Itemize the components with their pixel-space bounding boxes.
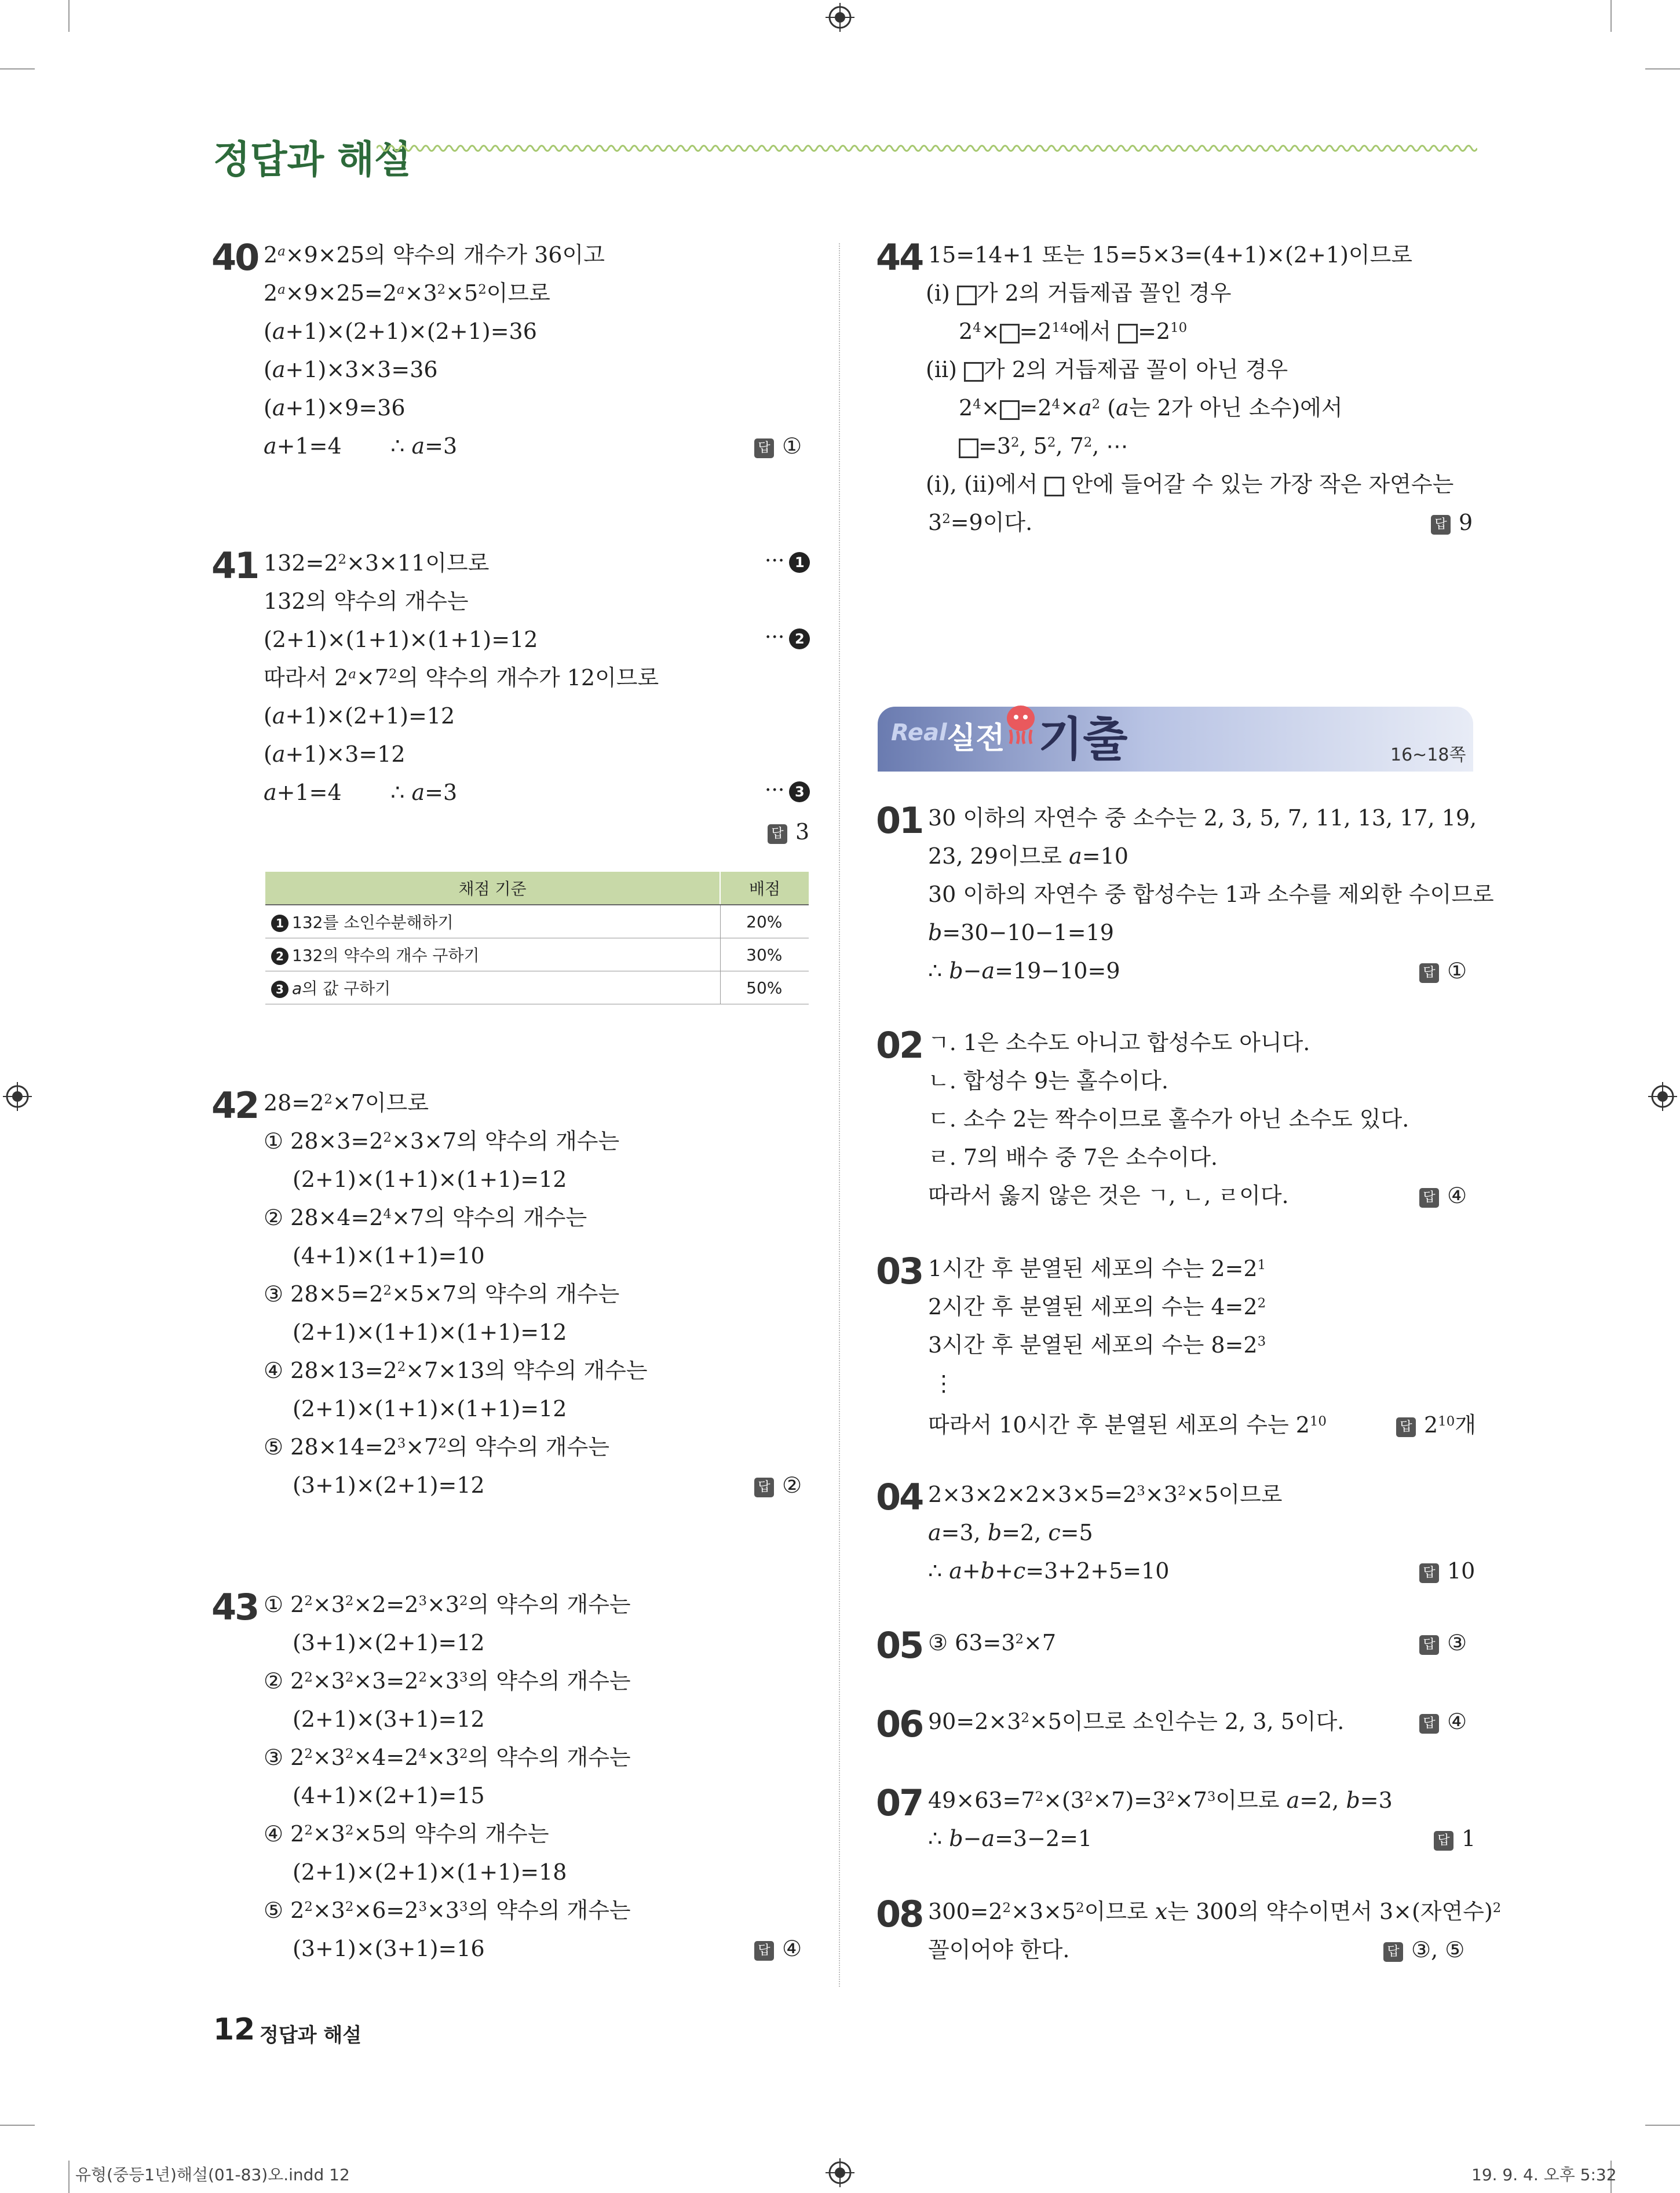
answer: 답 ①	[754, 432, 802, 460]
question-number: 01	[876, 799, 923, 842]
solution-line: (2+1)×(1+1)×(1+1)=12	[293, 1167, 567, 1192]
solution-line: ∴ a+b+c=3+2+5=10	[928, 1558, 1170, 1584]
question-number: 43	[211, 1586, 258, 1628]
question-number: 04	[876, 1476, 923, 1518]
question-number: 44	[876, 236, 923, 279]
solution-line: ② $28\times 4=2^4\times 7$의 약수의 개수는	[264, 1205, 587, 1230]
solution-line: $=3^2$, $5^2$, $7^2$, ⋯	[959, 432, 1128, 460]
table-row: 1 132를 소인수분해하기 20%	[265, 905, 809, 938]
solution-line: (2+1)×(3+1)=12	[293, 1706, 485, 1732]
solution-line: (a+1)×3×3=36	[264, 357, 438, 382]
question-number: 42	[211, 1084, 258, 1127]
solution-line: ② $2^2\times 3^2\times 3=2^2\times 3^3$의 약수의 개수는	[264, 1668, 631, 1694]
solution-line: 15=14+1 또는 15=5×3=(4+1)×(2+1)이므로	[928, 242, 1413, 268]
solution-line: (2+1)×(1+1)×(1+1)=12	[264, 627, 538, 652]
solution-line: 1시간 후 분열된 세포의 수는 $2=2^1$	[928, 1256, 1266, 1281]
answer: 답 ③	[1419, 1629, 1467, 1657]
registration-mark-icon	[3, 1082, 32, 1111]
column-divider	[839, 243, 840, 1987]
solution-line: $2^a\times 9\times 25$의 약수의 개수가 36이고	[264, 242, 605, 268]
file-info: 유형(중등1년)해설(01-83)오.indd 12	[75, 2165, 350, 2184]
solution-line: (4+1)×(2+1)=15	[293, 1783, 485, 1808]
solution-line: 따라서 10시간 후 분열된 세포의 수는 $2^{10}$	[928, 1412, 1327, 1438]
solution-line: $2\times 3\times 2\times 2\times 3\times 5=2^3\times 3^2\times 5$이므로	[928, 1482, 1283, 1507]
solution-line: (4+1)×(1+1)=10	[293, 1243, 485, 1269]
solution-line: 30 이하의 자연수 중 합성수는 1과 소수를 제외한 수이므로	[928, 882, 1494, 907]
banner-title: 실전	[947, 721, 1005, 756]
page-label: 정답과 해설	[260, 2024, 362, 2047]
answer: 답 ④	[754, 1935, 802, 1962]
question-number: 05	[876, 1624, 923, 1666]
solution-line: (2+1)×(1+1)×(1+1)=12	[293, 1396, 567, 1421]
solution-line: $2^4\times =2^{14}$에서 $=2^{10}$	[959, 319, 1188, 344]
question-number: 06	[876, 1703, 923, 1745]
solution-line: (a+1)×(2+1)=12	[264, 703, 455, 729]
solution-line: ㄹ. 7의 배수 중 7은 소수이다.	[928, 1145, 1218, 1170]
crop-mark	[0, 68, 35, 70]
solution-line: ④ $28\times 13=2^2\times 7\times 13$의 약수의 개수는	[264, 1358, 648, 1383]
scoring-table	[265, 872, 809, 1004]
solution-line: $132=2^2\times 3\times 11$이므로	[264, 550, 490, 576]
step-marker: ··· 2	[765, 626, 810, 649]
solution-line: ∴ b−a=3−2=1	[928, 1826, 1093, 1851]
solution-line: $3^2=9$이다.	[928, 510, 1033, 535]
question-number: 41	[211, 544, 258, 587]
solution-line: 3시간 후 분열된 세포의 수는 $8=2^3$	[928, 1332, 1266, 1358]
question-number: 07	[876, 1782, 923, 1824]
solution-line: a=3, b=2, c=5	[928, 1520, 1093, 1545]
crop-mark	[1645, 2125, 1680, 2126]
answer: 답 1	[1434, 1825, 1476, 1852]
solution-line: (a+1)×9=36	[264, 395, 406, 421]
answer: 답 ①	[1419, 957, 1467, 985]
solution-line: ⑤ $28\times 14=2^3\times 7^2$의 약수의 개수는	[264, 1434, 609, 1460]
solution-line: (ⅱ) 가 2의 거듭제곱 꼴이 아닌 경우	[926, 357, 1288, 382]
solution-line: ∴ b−a=19−10=9	[928, 958, 1120, 984]
header-wavy-rule	[377, 141, 1477, 155]
solution-line: (a+1)×3=12	[264, 741, 406, 767]
jellyfish-icon	[1002, 701, 1039, 747]
answer: 답 ③, ⑤	[1383, 1936, 1464, 1964]
solution-line: a+1=4 ∴ a=3	[264, 433, 458, 459]
table-header: 배점	[720, 872, 809, 905]
solution-line: (a+1)×(2+1)×(2+1)=36	[264, 319, 537, 344]
solution-line: 132의 약수의 개수는	[264, 589, 469, 614]
solution-line: 따라서 $2^a\times 7^2$의 약수의 개수가 12이므로	[264, 665, 659, 690]
solution-line: 30 이하의 자연수 중 소수는 2, 3, 5, 7, 11, 13, 17, 19,	[928, 805, 1477, 831]
solution-line: ③ $63=3^2\times 7$	[928, 1630, 1057, 1655]
banner-title-2: 기출	[1038, 712, 1128, 766]
question-number: 08	[876, 1893, 923, 1935]
answer: 답 ②	[754, 1471, 802, 1499]
question-number: 02	[876, 1024, 923, 1066]
solution-line: ③ $28\times 5=2^2\times 5\times 7$의 약수의 개수는	[264, 1281, 620, 1307]
solution-line: 23, 29이므로 a=10	[928, 843, 1128, 869]
solution-line: a+1=4 ∴ a=3	[264, 780, 458, 805]
solution-line: (ⅰ) 가 2의 거듭제곱 꼴인 경우	[926, 280, 1232, 306]
step-marker: ··· 3	[765, 778, 810, 802]
solution-line: (3+1)×(2+1)=12	[293, 1630, 485, 1655]
solution-line: (3+1)×(3+1)=16	[293, 1936, 485, 1961]
crop-mark	[68, 0, 70, 32]
header-title: 정답과 해설	[213, 137, 411, 182]
print-date: 19. 9. 4. 오후 5:32	[1471, 2165, 1617, 2184]
solution-line: 꼴이어야 한다.	[928, 1937, 1070, 1962]
answer: 답 ④	[1419, 1182, 1467, 1209]
solution-line: $300=2^2\times 3\times 5^2$이므로 x는 300의 약수이면서 3×(자연수)$^2$	[928, 1899, 1502, 1924]
solution-line: $2^a\times 9\times 25=2^a\times 3^2\times 5^2$이므로	[264, 280, 550, 306]
answer: 답 ④	[1419, 1708, 1467, 1735]
solution-line: (2+1)×(1+1)×(1+1)=12	[293, 1320, 567, 1345]
solution-line: b=30−10−1=19	[928, 920, 1114, 945]
question-number: 03	[876, 1250, 923, 1292]
table-row: 2 132의 약수의 개수 구하기 30%	[265, 938, 809, 971]
answer: 답 $2^{10}$개	[1396, 1411, 1476, 1439]
solution-line: ① $2^2\times 3^2\times 2=2^3\times 3^2$의 약수의 개수는	[264, 1592, 631, 1617]
solution-line: (3+1)×(2+1)=12	[293, 1472, 485, 1498]
solution-line: $2^4\times =2^4\times a^2$ (a는 2가 아닌 소수)에서	[959, 395, 1343, 421]
crop-mark	[0, 2125, 35, 2126]
solution-line: ① $28\times 3=2^2\times 3\times 7$의 약수의 개수는	[264, 1128, 620, 1154]
solution-line: $28=2^2\times 7$이므로	[264, 1090, 429, 1116]
answer: 답 10	[1419, 1557, 1475, 1585]
crop-mark	[68, 2161, 70, 2193]
banner-real-label: Real	[891, 719, 947, 746]
solution-line: ③ $2^2\times 3^2\times 4=2^4\times 3^2$의 약수의 개수는	[264, 1745, 631, 1770]
crop-mark	[1610, 0, 1612, 32]
solution-line: ㄷ. 소수 2는 짝수이므로 홀수가 아닌 소수도 있다.	[928, 1106, 1409, 1132]
solution-line: $49\times 63=7^2\times(3^2\times 7)=3^2\times 7^3$이므로 a=2, b=3	[928, 1788, 1393, 1813]
crop-mark	[1645, 68, 1680, 70]
solution-line: ㄱ. 1은 소수도 아니고 합성수도 아니다.	[928, 1030, 1310, 1055]
solution-line: (2+1)×(2+1)×(1+1)=18	[293, 1859, 567, 1885]
table-row: 3 a의 값 구하기 50%	[265, 971, 809, 1004]
page-number: 12	[213, 2012, 255, 2047]
solution-line: $90=2\times 3^2\times 5$이므로 소인수는 2, 3, 5이다.	[928, 1709, 1345, 1734]
answer: 답 9	[1431, 509, 1473, 536]
banner-pages: 16~18쪽	[1390, 745, 1466, 765]
solution-line: ⑤ $2^2\times 3^2\times 6=2^3\times 3^3$의 약수의 개수는	[264, 1898, 631, 1923]
step-marker: ··· 1	[765, 549, 810, 573]
solution-line: ④ $2^2\times 3^2\times 5$의 약수의 개수는	[264, 1821, 549, 1847]
solution-line: ㄴ. 합성수 9는 홀수이다.	[928, 1068, 1168, 1094]
solution-line: ⋮	[933, 1370, 955, 1396]
answer: 답 3	[768, 818, 809, 846]
table-header: 채점 기준	[265, 872, 720, 905]
registration-mark-icon	[1648, 1082, 1677, 1111]
solution-line: 따라서 옳지 않은 것은 ㄱ, ㄴ, ㄹ이다.	[928, 1183, 1289, 1208]
registration-mark-icon	[826, 2158, 854, 2187]
registration-mark-icon	[826, 3, 854, 32]
solution-line: 2시간 후 분열된 세포의 수는 $4=2^2$	[928, 1294, 1266, 1320]
question-number: 40	[211, 236, 258, 279]
solution-line: (ⅰ), (ⅱ)에서 안에 들어갈 수 있는 가장 작은 자연수는	[926, 472, 1454, 497]
